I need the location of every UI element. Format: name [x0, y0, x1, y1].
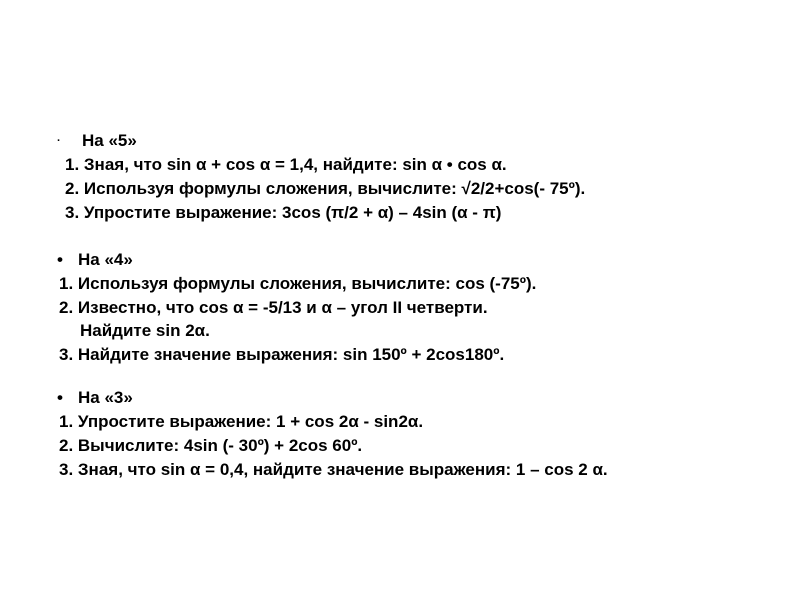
- task-item: 1. Используя формулы сложения, вычислите: cos (-75º).: [59, 274, 537, 293]
- bullet-dot: •: [57, 388, 63, 407]
- task-item: 3. Упростите выражение: 3cos (π/2 + α) – 4sin (α - π): [65, 203, 502, 222]
- section-heading: На «3»: [78, 388, 133, 407]
- task-item-continuation: Найдите sin 2α.: [80, 321, 210, 340]
- bullet-dot: ·: [57, 135, 61, 147]
- task-item: 2. Известно, что cos α = -5/13 и α – угол II четверти.: [59, 298, 488, 317]
- task-item: 1. Упростите выражение: 1 + cos 2α - sin2α.: [59, 412, 424, 431]
- section-heading: На «5»: [82, 131, 137, 150]
- task-item: 1. Зная, что sin α + cos α = 1,4, найдите: sin α • cos α.: [65, 155, 507, 174]
- task-item: 3. Зная, что sin α = 0,4, найдите значение выражения: 1 – cos 2 α.: [59, 460, 608, 479]
- task-item: 2. Вычислите: 4sin (- 30º) + 2cos 60º.: [59, 436, 363, 455]
- section-heading: На «4»: [78, 250, 133, 269]
- bullet-dot: •: [57, 250, 63, 269]
- task-item: 3. Найдите значение выражения: sin 150º + 2cos180º.: [59, 345, 505, 364]
- task-item: 2. Используя формулы сложения, вычислите: √2/2+cos(- 75º).: [65, 179, 586, 198]
